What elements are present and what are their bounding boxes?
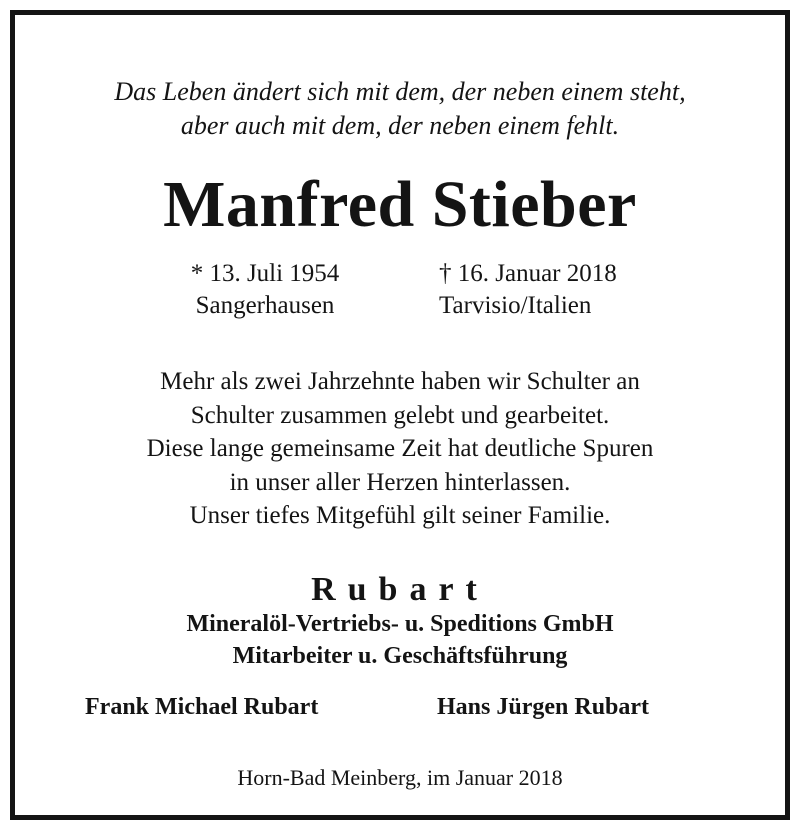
death-info bbox=[439, 258, 679, 322]
quote-line-1: Das Leben ändert sich mit dem, der neben einem steht, bbox=[114, 77, 686, 106]
quote-line-2: aber auch mit dem, der neben einem fehlt. bbox=[180, 111, 620, 140]
company-subtitle-2: Mitarbeiter u. Geschäftsführung bbox=[232, 643, 568, 669]
message-line: Mehr als zwei Jahrzehnte haben wir Schulter an bbox=[160, 368, 640, 395]
company-details bbox=[15, 608, 785, 672]
signatory-2: Hans Jürgen Rubart bbox=[437, 694, 650, 720]
signatory-1: Frank Michael Rubart bbox=[85, 694, 319, 720]
birth-info bbox=[165, 258, 365, 322]
obituary-card bbox=[10, 10, 790, 820]
condolence-message bbox=[15, 365, 785, 533]
message-line: Schulter zusammen gelebt und gearbeitet. bbox=[190, 401, 610, 429]
birth-place: Sangerhausen bbox=[195, 292, 335, 319]
deceased-name: Manfred Stieber bbox=[163, 168, 637, 241]
quote bbox=[15, 75, 785, 143]
company-subtitle-1: Mineralöl-Vertriebs- u. Speditions GmbH bbox=[186, 611, 614, 637]
message-line: Diese lange gemeinsame Zeit hat deutliche Spuren bbox=[146, 435, 654, 462]
company-name: Rubart bbox=[311, 571, 489, 608]
place-and-date: Horn-Bad Meinberg, im Januar 2018 bbox=[237, 765, 563, 790]
message-line: in unser aller Herzen hinterlassen. bbox=[229, 468, 571, 496]
birth-date: * 13. Juli 1954 bbox=[190, 260, 340, 287]
message-line: Unser tiefes Mitgefühl gilt seiner Familie. bbox=[189, 502, 611, 529]
death-date: † 16. Januar 2018 bbox=[439, 260, 617, 287]
death-place: Tarvisio/Italien bbox=[439, 292, 592, 319]
